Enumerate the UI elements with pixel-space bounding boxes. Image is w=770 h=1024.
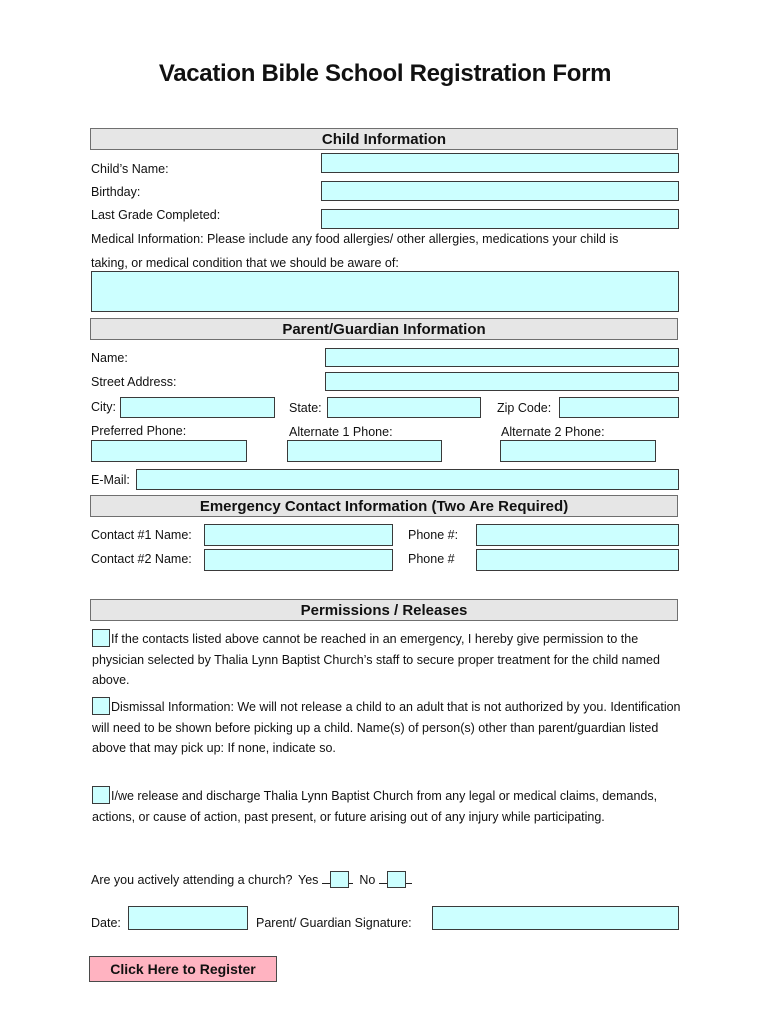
birthday-input[interactable] [321, 181, 679, 201]
section-header-emergency: Emergency Contact Information (Two Are Required) [90, 495, 678, 517]
contact-1-phone-label: Phone #: [408, 528, 459, 542]
alternate-1-phone-input[interactable] [287, 440, 442, 462]
yes-label: Yes [298, 873, 319, 887]
zip-code-input[interactable] [559, 397, 679, 418]
emergency-treatment-checkbox[interactable] [92, 629, 110, 647]
contact-2-phone-label: Phone # [408, 552, 455, 566]
emergency-treatment-text: If the contacts listed above cannot be reached in an emergency, I hereby give permission to the physician selected by Thalia Lynn Baptist Church’s staff to secure proper treatment for the child named above. [92, 632, 660, 687]
city-label: City: [91, 400, 116, 414]
register-button[interactable]: Click Here to Register [89, 956, 277, 982]
email-input[interactable] [136, 469, 679, 490]
street-address-label: Street Address: [91, 375, 177, 389]
date-input[interactable] [128, 906, 248, 930]
dismissal-information [92, 697, 682, 759]
no-checkbox[interactable] [387, 871, 406, 888]
state-label: State: [289, 401, 322, 415]
city-input[interactable] [120, 397, 275, 418]
section-header-permissions: Permissions / Releases [90, 599, 678, 621]
preferred-phone-label: Preferred Phone: [91, 424, 187, 438]
section-header-child: Child Information [90, 128, 678, 150]
church-attendance-question: Are you actively attending a church? [91, 873, 293, 887]
child-name-label: Child’s Name: [91, 162, 169, 176]
last-grade-input[interactable] [321, 209, 679, 229]
church-attendance-row [91, 871, 412, 888]
emergency-treatment-permission [92, 629, 682, 691]
liability-release-checkbox[interactable] [92, 786, 110, 804]
no-label: No [359, 873, 376, 887]
medical-info-textarea[interactable] [91, 271, 679, 312]
contact-2-phone-input[interactable] [476, 549, 679, 571]
birthday-label: Birthday: [91, 185, 141, 199]
alternate-2-phone-label: Alternate 2 Phone: [501, 425, 605, 439]
alternate-2-phone-input[interactable] [500, 440, 656, 462]
contact-2-name-label: Contact #2 Name: [91, 552, 192, 566]
liability-release [92, 786, 682, 827]
contact-2-name-input[interactable] [204, 549, 393, 571]
contact-1-name-label: Contact #1 Name: [91, 528, 192, 542]
parent-name-input[interactable] [325, 348, 679, 367]
parent-name-label: Name: [91, 351, 128, 365]
medical-info-label-line2: taking, or medical condition that we should be aware of: [91, 256, 399, 270]
preferred-phone-input[interactable] [91, 440, 247, 462]
dismissal-checkbox[interactable] [92, 697, 110, 715]
zip-code-label: Zip Code: [497, 401, 552, 415]
last-grade-label: Last Grade Completed: [91, 208, 221, 222]
medical-info-label-line1: Medical Information: Please include any food allergies/ other allergies, medications your child is [91, 232, 619, 246]
street-address-input[interactable] [325, 372, 679, 391]
email-label: E-Mail: [91, 473, 130, 487]
alternate-1-phone-label: Alternate 1 Phone: [289, 425, 393, 439]
section-header-parent: Parent/Guardian Information [90, 318, 678, 340]
signature-label: Parent/ Guardian Signature: [256, 916, 412, 930]
liability-release-text: I/we release and discharge Thalia Lynn Baptist Church from any legal or medical claims, demands, actions, or cause of action, past present, or future arising out of any injury while participating. [92, 789, 658, 824]
contact-1-phone-input[interactable] [476, 524, 679, 546]
dismissal-text: Dismissal Information: We will not release a child to an adult that is not authorized by you. Identification will need to be shown before picking up a child. Name(s) of person(s) other than parent/guardian listed above that may pick up: If none, indicate so. [92, 700, 681, 755]
yes-checkbox[interactable] [330, 871, 349, 888]
state-input[interactable] [327, 397, 481, 418]
contact-1-name-input[interactable] [204, 524, 393, 546]
page-title: Vacation Bible School Registration Form [158, 60, 612, 87]
signature-input[interactable] [432, 906, 679, 930]
date-label: Date: [91, 916, 121, 930]
child-name-input[interactable] [321, 153, 679, 173]
